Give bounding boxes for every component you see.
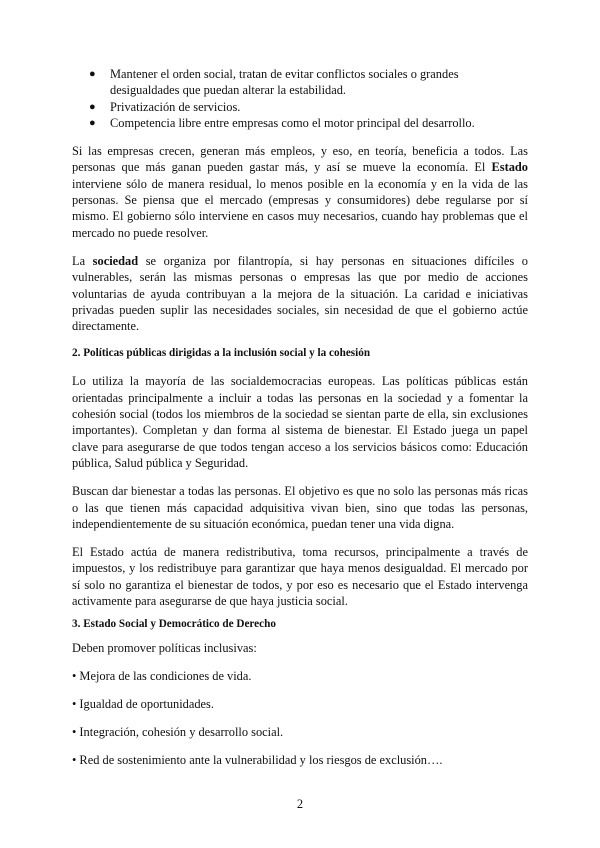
bullet-list-top	[72, 66, 528, 131]
keyword-estado: Estado	[491, 160, 528, 175]
list-item	[72, 99, 528, 115]
paragraph-socialdemocracias: Lo utiliza la mayoría de las socialdemocracias europeas. Las políticas públicas están orientadas principalmente a incluir a todas las personas en la sociedad y a fomentar la cohesión social (todos los miembros de la sociedad se sientan parte de ella, sin exclusiones importantes). Completan y dan forma al sistema de bienestar. El Estado juega un papel clave para asegurarse de que todos tengan acceso a los servicios básicos como: Educación pública, Salud pública y Seguridad.	[72, 374, 528, 470]
page-number: 2	[296, 797, 304, 811]
keyword-sociedad: sociedad	[92, 253, 139, 268]
page-content	[72, 66, 528, 768]
list-item: • Integración, cohesión y desarrollo social.	[72, 725, 284, 740]
list-item	[72, 66, 528, 99]
bullet-dot-icon: ●	[89, 68, 96, 80]
list-item	[72, 115, 528, 131]
list-item-text: Competencia libre entre empresas como el motor principal del desarrollo.	[110, 115, 475, 130]
paragraph-bienestar: Buscan dar bienestar a todas las personas. El objetivo es que no solo las personas más ricas o las que tienen más capacidad adquisitiva vivan bien, sino que todas las personas, independientemente de su situación económica, puedan tener una vida digna.	[72, 484, 528, 531]
list-item: • Igualdad de oportunidades.	[72, 697, 214, 712]
intro-politicas: Deben promover políticas inclusivas:	[72, 641, 257, 656]
paragraph-estado: Si las empresas crecen, generan más empleos, y eso, en teoría, beneficia a todos. Las personas que más ganan pueden gastar más, y así se mueve la economía. El Estado interviene sólo de manera residual, lo menos posible en la economía y en la vida de las personas. Se piensa que el mercado (empresas y consumidores) debe regularse por sí mismo. El gobierno sólo interviene en casos muy necesarios, cuando hay problemas que el mercado no puede resolver.	[72, 144, 528, 240]
bullet-dot-icon: ●	[89, 116, 96, 129]
paragraph-sociedad: La sociedad se organiza por filantropía, si hay personas en situaciones difíciles o vulnerables, serán las mismas personas o empresas las que por medio de acciones voluntarias de ayuda contribuyan a la mejora de la situación. La caridad e iniciativas privadas pueden suplir las necesidades sociales, sin necesidad de que el gobierno actúe directamente.	[72, 253, 528, 334]
list-item: • Mejora de las condiciones de vida.	[72, 669, 252, 684]
list-item-text: Privatización de servicios.	[110, 99, 241, 114]
paragraph-redistributiva: El Estado actúa de manera redistributiva, toma recursos, principalmente a través de impuestos, y los redistribuye para garantizar que haya menos desigualdad. El mercado por sí solo no garantiza el bienestar de todos, y por eso es necesario que el Estado intervenga activamente para asegurarse de que haya justicia social.	[72, 545, 528, 609]
bullet-dot-icon: ●	[89, 100, 96, 113]
list-item-text: Mantener el orden social, tratan de evitar conflictos sociales o grandes desigualdades que puedan alterar la estabilidad.	[110, 67, 459, 98]
section-heading-3: 3. Estado Social y Democrático de Derecho	[72, 618, 276, 631]
list-item: • Red de sostenimiento ante la vulnerabilidad y los riesgos de exclusión….	[72, 753, 443, 768]
section-heading-2: 2. Políticas públicas dirigidas a la inclusión social y la cohesión	[72, 347, 371, 360]
